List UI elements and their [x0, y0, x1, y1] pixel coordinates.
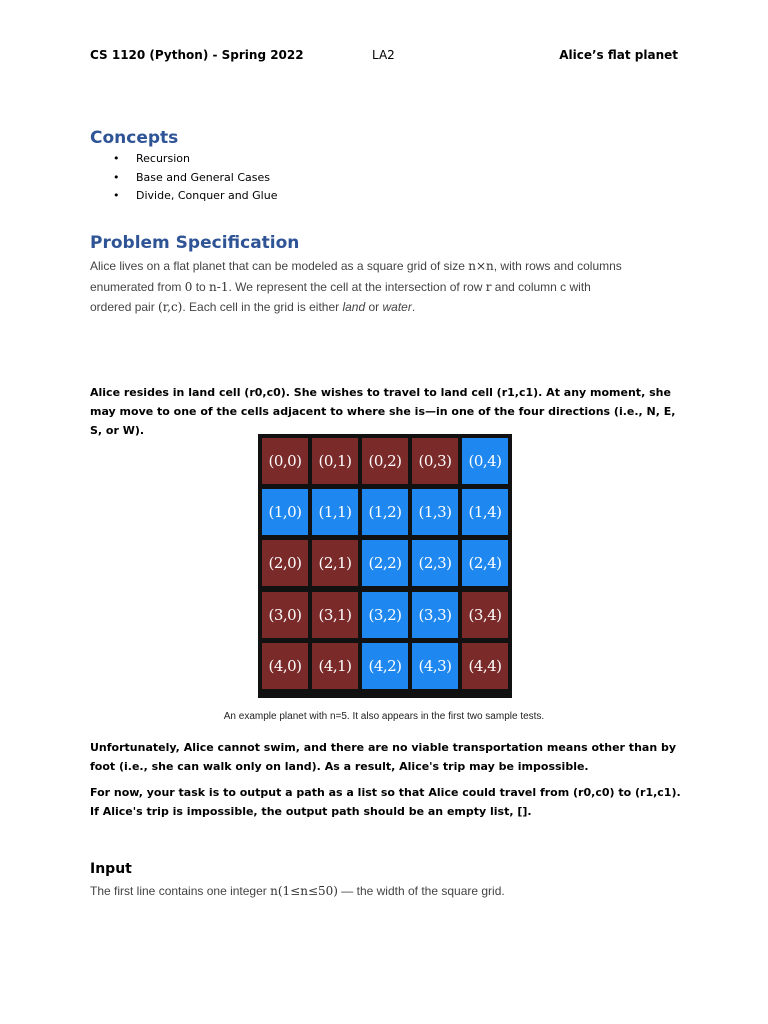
spec-heading: Problem Specification — [90, 233, 300, 253]
list-item: • Recursion — [108, 150, 277, 169]
input-paragraph — [90, 881, 690, 902]
text-run: or — [365, 300, 383, 314]
grid-cell-water: (3,2) — [362, 592, 408, 638]
grid-cell-water: (1,1) — [312, 489, 358, 535]
math-run: n-1 — [209, 279, 229, 294]
grid-cell-land: (4,0) — [262, 643, 308, 689]
grid-cell-land: (4,4) — [462, 643, 508, 689]
math-run: n×n — [468, 259, 494, 273]
course-name: CS 1120 (Python) - Spring 2022 — [90, 48, 304, 62]
grid-cell-water: (3,3) — [412, 592, 458, 638]
grid-cell-water: (4,2) — [362, 643, 408, 689]
grid-cell-land: (3,1) — [312, 592, 358, 638]
grid-cell-water: (1,2) — [362, 489, 408, 535]
math-run: 0 — [184, 279, 193, 294]
grid-cell-water: (1,4) — [462, 489, 508, 535]
residence-paragraph: Alice resides in land cell (r0,c0). She wishes to travel to land cell (r1,c1). At any moment, she may move to one of the cells adjacent to where she is—in one of the four directions (i.e., N, E, S, or W). — [90, 386, 676, 437]
planet-grid — [258, 434, 512, 698]
spec-paragraph — [90, 256, 690, 318]
grid-cell-water: (1,3) — [412, 489, 458, 535]
document-title: Alice’s flat planet — [559, 48, 678, 62]
text-run: Alice lives on a flat planet that can be modeled as a square grid of size — [90, 259, 469, 273]
assignment-id: LA2 — [372, 48, 395, 62]
text-run: ordered pair — [90, 300, 159, 314]
grid-cell-water: (1,0) — [262, 489, 308, 535]
text-run: . We represent the cell at the intersection of row — [228, 279, 486, 294]
list-item: • Divide, Conquer and Glue — [108, 187, 277, 206]
grid-cell-land: (2,0) — [262, 540, 308, 586]
task-paragraph: For now, your task is to output a path as a list so that Alice could travel from (r0,c0) to (r1,c1). If Alice's trip is impossible, the output path should be an empty list, []. — [90, 786, 681, 818]
grid-cell-land: (2,1) — [312, 540, 358, 586]
text-run: enumerated from — [90, 279, 185, 294]
walking-paragraph: Unfortunately, Alice cannot swim, and there are no viable transportation means other than by foot (i.e., she can walk only on land). As a result, Alice's trip may be impossible. — [90, 741, 677, 773]
math-run: r — [485, 279, 492, 294]
grid-cell-land: (0,1) — [312, 438, 358, 484]
grid-cell-water: (4,3) — [412, 643, 458, 689]
grid-cell-water: (0,4) — [462, 438, 508, 484]
text-run: — the width of the square grid. — [337, 884, 505, 898]
text-run: land — [342, 300, 366, 314]
math-run: n(1≤n≤50) — [270, 884, 338, 898]
text-run: to — [192, 279, 210, 294]
input-heading: Input — [90, 861, 132, 877]
grid-cell-water: (2,3) — [412, 540, 458, 586]
grid-cell-land: (4,1) — [312, 643, 358, 689]
grid-cell-land: (0,2) — [362, 438, 408, 484]
grid-cell-land: (3,4) — [462, 592, 508, 638]
concepts-heading: Concepts — [90, 128, 179, 148]
grid-cell-water: (2,4) — [462, 540, 508, 586]
text-run: The first line contains one integer — [90, 884, 271, 898]
text-run: , with rows and columns — [493, 259, 622, 273]
math-run: (r,c) — [158, 300, 183, 314]
grid-cell-land: (3,0) — [262, 592, 308, 638]
grid-caption: An example planet with n=5. It also appears in the first two sample tests. — [223, 711, 545, 722]
grid-cell-land: (0,3) — [412, 438, 458, 484]
grid-cell-land: (0,0) — [262, 438, 308, 484]
text-run: . Each cell in the grid is either — [182, 300, 343, 314]
list-item: • Base and General Cases — [108, 169, 277, 188]
concepts-list — [108, 150, 277, 206]
page-header — [90, 48, 678, 68]
text-run: . — [411, 300, 416, 314]
grid-cell-water: (2,2) — [362, 540, 408, 586]
text-run: water — [382, 300, 412, 314]
text-run: and column c with — [491, 279, 591, 294]
